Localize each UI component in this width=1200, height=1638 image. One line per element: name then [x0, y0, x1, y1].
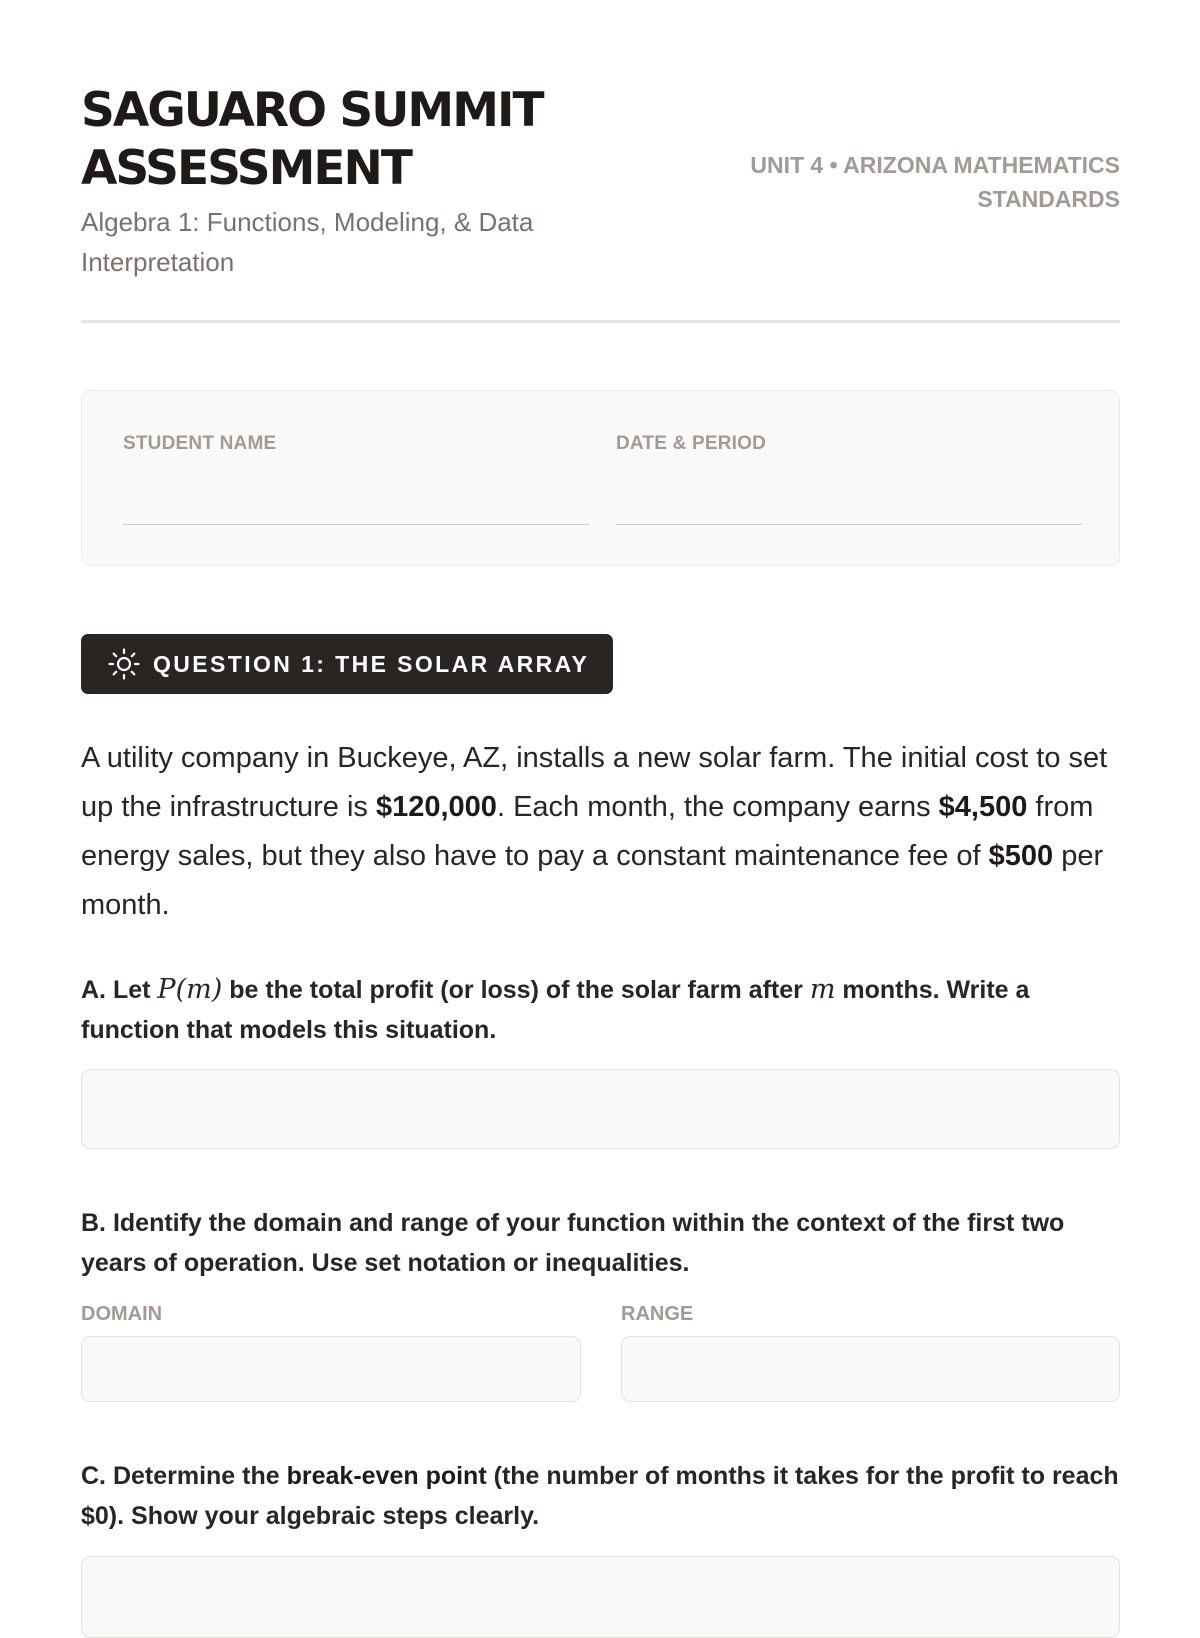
- part-a-text: be the total profit (or loss) of the solar farm after: [222, 976, 810, 1004]
- unit-label: UNIT 4 • ARIZONA MATHEMATICS STANDARDS: [750, 152, 1120, 212]
- date-period-label: DATE & PERIOD: [616, 433, 767, 454]
- maintenance-fee-value: $500: [988, 840, 1054, 872]
- part-c-prompt: [81, 1456, 1120, 1536]
- part-b-prompt: B. Identify the domain and range of your function within the context of the first two years of operation. Use set notation or inequalities.: [81, 1209, 1065, 1277]
- page-title: SAGUARO SUMMIT ASSESSMENT: [81, 83, 543, 196]
- intro-text: from energy sales, but they also have to pay a constant maintenance fee of: [81, 791, 1094, 872]
- intro-text: . Each month, the company earns: [496, 791, 939, 823]
- student-name-line[interactable]: [123, 524, 589, 525]
- page-subtitle: Algebra 1: Functions, Modeling, & Data Interpretation: [81, 207, 534, 277]
- student-info-card: [81, 390, 1120, 566]
- date-period-line[interactable]: [616, 524, 1082, 525]
- domain-answer-box[interactable]: [81, 1336, 581, 1402]
- initial-cost-value: $120,000: [375, 791, 497, 823]
- student-name-field[interactable]: [123, 433, 589, 455]
- header-divider: [81, 320, 1120, 323]
- part-a-text: months. Write a function that models this situation.: [81, 976, 1030, 1044]
- math-expression: P(m): [157, 974, 223, 1005]
- question-1-intro: [81, 734, 1120, 930]
- monthly-earnings-value: $4,500: [938, 791, 1028, 823]
- part-c-text: (the number of months it takes for the profit to reach $0). Show your algebraic steps clearly.: [81, 1462, 1119, 1530]
- range-label: RANGE: [621, 1303, 694, 1325]
- student-name-label: STUDENT NAME: [123, 433, 277, 454]
- question-1-title: QUESTION 1: THE SOLAR ARRAY: [153, 650, 590, 677]
- part-c-answer-box[interactable]: [81, 1556, 1120, 1638]
- intro-text: per month.: [81, 840, 1104, 921]
- break-even-term: break-even point: [286, 1462, 487, 1490]
- math-variable: m: [809, 974, 836, 1005]
- sun-icon: [107, 647, 141, 681]
- intro-text: A utility company in Buckeye, AZ, installs a new solar farm. The initial cost to set up the infrastructure is: [81, 742, 1108, 823]
- part-c-text: C. Determine the: [81, 1462, 287, 1490]
- part-a-answer-box[interactable]: [81, 1069, 1120, 1149]
- part-a-prompt: [81, 970, 1120, 1050]
- range-answer-box[interactable]: [621, 1336, 1120, 1402]
- page-header: [81, 82, 1120, 282]
- domain-label: DOMAIN: [81, 1303, 163, 1325]
- date-period-field[interactable]: [616, 433, 1082, 455]
- part-a-text: A. Let: [81, 976, 158, 1004]
- question-1-header: [81, 634, 613, 694]
